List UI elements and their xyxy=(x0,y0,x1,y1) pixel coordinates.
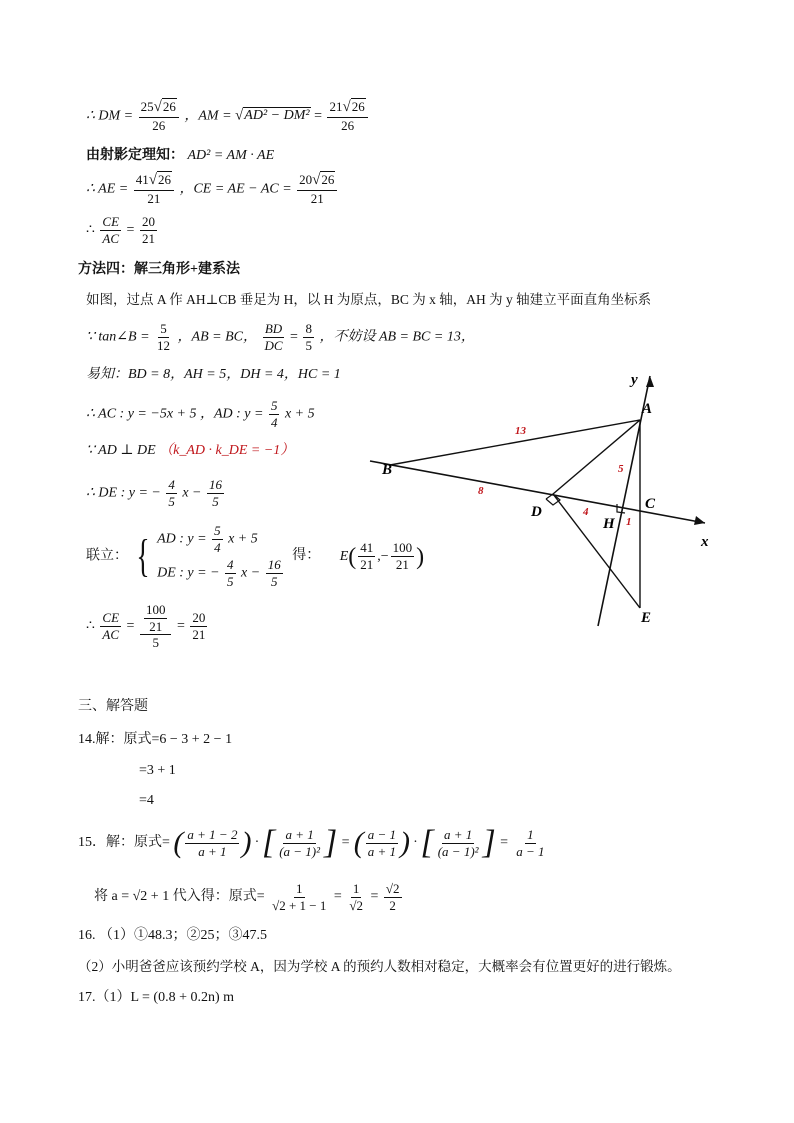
de-intercept-fraction: $\frac{16}{5}$ xyxy=(209,477,223,509)
bd-dc-fraction: $\frac{BD}{DC}$ xyxy=(264,321,283,353)
length-ab: 13 xyxy=(515,425,526,437)
segment-de xyxy=(553,494,640,608)
system-row-de: DE : y = − $\frac{4}{5}$ x − $\frac{16}{5}$ xyxy=(157,557,281,589)
result-fraction: $\frac{20}{21}$ xyxy=(192,610,206,642)
substitution-line: 将 a = √2 + 1 代入得：原式= $\frac{1}{√2 + 1 - 1}$ = $\frac{1}{√2}$ = $\frac{√2}{2}$ xyxy=(94,881,400,913)
q15-line: 15．解：原式= ( $\frac{a + 1 - 2}{a + 1}$ ) · [ $\frac{a + 1}{\text{(a − 1)²}}$ ] = ( $\frac{a - 1}{a + 1}$ ) · [ $\frac{a + 1}{\text{(a − 1)²}}$ ] = $\frac{1}{a - 1}$ xyxy=(78,824,545,861)
label-e: E xyxy=(641,610,652,626)
dm-fraction: $\frac{25√26}{26}$ xyxy=(139,100,179,132)
length-dh: 4 xyxy=(583,506,589,518)
brace: { xyxy=(135,530,150,582)
ac-ad-lines: ∴ AC : y = −5x + 5 ，AD : y = $\frac{5}{4}$ x + 5 xyxy=(86,398,315,430)
ae-ce-line: ∴ AE = $\frac{41√26}{21}$ ，CE = AE − AC = $\frac{20√26}{21}$ xyxy=(86,173,339,205)
label-c: C xyxy=(645,496,656,512)
perpendicular-line: ∵ AD ⊥ DE （k_AD · k_DE = −1） xyxy=(86,443,295,458)
q17-part1: 17.（1）L = (0.8 + 0.2n) m xyxy=(78,990,235,1005)
compound-fraction: $\frac{\frac{100}{21}}{5}$ xyxy=(140,603,172,650)
tan-fraction: $\frac{5}{12}$ xyxy=(157,321,171,353)
label-x: x xyxy=(701,534,709,550)
projection-line xyxy=(86,149,274,163)
geometry-figure xyxy=(360,368,720,638)
section3-title: 三、解答题 xyxy=(78,699,148,714)
label-a: A xyxy=(642,401,653,417)
ce-ac-fraction: $\frac{CE}{AC}$ xyxy=(102,214,120,246)
ad-slope-fraction: $\frac{5}{4}$ xyxy=(270,398,278,430)
am-label: ，AM = xyxy=(184,108,232,124)
ce-ac-fraction-2: $\frac{CE}{AC}$ xyxy=(102,610,120,642)
label-h: H xyxy=(603,516,615,532)
de-slope-fraction: $\frac{4}{5}$ xyxy=(168,477,175,509)
am-root: AD² − DM² xyxy=(244,108,310,124)
system-rows xyxy=(157,524,285,589)
q16-part2: （2）小明爸爸应该预约学校 A，因为学校 A 的预约人数相对稳定，大概率会有位置更好的进行锻炼。 xyxy=(78,959,681,974)
length-hc: 1 xyxy=(626,516,632,528)
system-block: 联立： { AD : y = $\frac{5}{4}$ x + 5 DE : y = − $\frac{4}{5}$ x − $\frac{16}{5}$ 得： E( $\frac{41}{21}$ ,− $\frac{100}{21}$ ) xyxy=(86,523,425,589)
eight-five-fraction: $\frac{8}{5}$ xyxy=(305,321,312,353)
am-fraction: $\frac{21√26}{26}$ xyxy=(327,100,367,132)
givens-line: ∵ tan∠B = $\frac{5}{12}$ ，AB = BC， $\frac{BD}{DC}$ = $\frac{8}{5}$ ，不妨设 AB = BC = 13， xyxy=(86,321,475,353)
ae-fraction: $\frac{41√26}{21}$ xyxy=(134,173,174,205)
length-bd: 8 xyxy=(478,485,484,497)
method4-intro: 如图，过点 A 作 AH⊥CB 垂足为 H，以 H 为原点，BC 为 x 轴，AH 为 y 轴建立平面直角坐标系 xyxy=(86,292,652,307)
y-axis-arrow xyxy=(646,376,654,387)
label-d: D xyxy=(531,504,542,520)
projection-formula: AD² = AM · AE xyxy=(187,148,275,163)
method4-heading: 方法四：解三角形+建系法 xyxy=(78,262,240,277)
q14-line3: =4 xyxy=(139,793,154,808)
label-b: B xyxy=(382,462,393,478)
q14-line1: 14.解：原式=6 − 3 + 2 − 1 xyxy=(78,732,233,747)
ratio-line-method3: ∴ $\frac{CE}{AC}$ = $\frac{20}{21}$ xyxy=(86,214,155,246)
easy-know-line: 易知：BD = 8，AH = 5，DH = 4，HC = 1 xyxy=(86,367,341,382)
ratio-line-method4: ∴ $\frac{CE}{AC}$ = $\frac{\frac{100}{21}}{5}$ = $\frac{20}{21}$ xyxy=(86,602,206,651)
point-e: E( $\frac{41}{21}$ ,− $\frac{100}{21}$ ) xyxy=(339,540,425,572)
ce-fraction: $\frac{20√26}{21}$ xyxy=(297,173,337,205)
system-label: 联立： xyxy=(86,548,128,564)
x-axis-arrow xyxy=(694,516,705,525)
q16-part1: 16. （1）①48.3；②25；③47.5 xyxy=(78,928,267,943)
projection-label: 由射影定理知： xyxy=(86,148,184,163)
twenty-21-fraction: $\frac{20}{21}$ xyxy=(141,214,155,246)
slope-product-note: （k_AD · k_DE = −1） xyxy=(159,443,295,458)
label-y: y xyxy=(631,372,638,388)
de-equation: ∴ DE : y = − $\frac{4}{5}$ x − $\frac{16}{5}$ xyxy=(86,477,223,509)
system-row-ad: AD : y = $\frac{5}{4}$ x + 5 xyxy=(157,523,258,555)
dm-label: ∴ DM = xyxy=(86,108,134,124)
length-ah: 5 xyxy=(618,463,624,475)
q14-line2: =3 + 1 xyxy=(139,763,176,778)
dm-am-line: ∴ DM = $\frac{25√26}{26}$ ，AM = √AD² − DM² = $\frac{21√26}{26}$ xyxy=(86,100,370,132)
